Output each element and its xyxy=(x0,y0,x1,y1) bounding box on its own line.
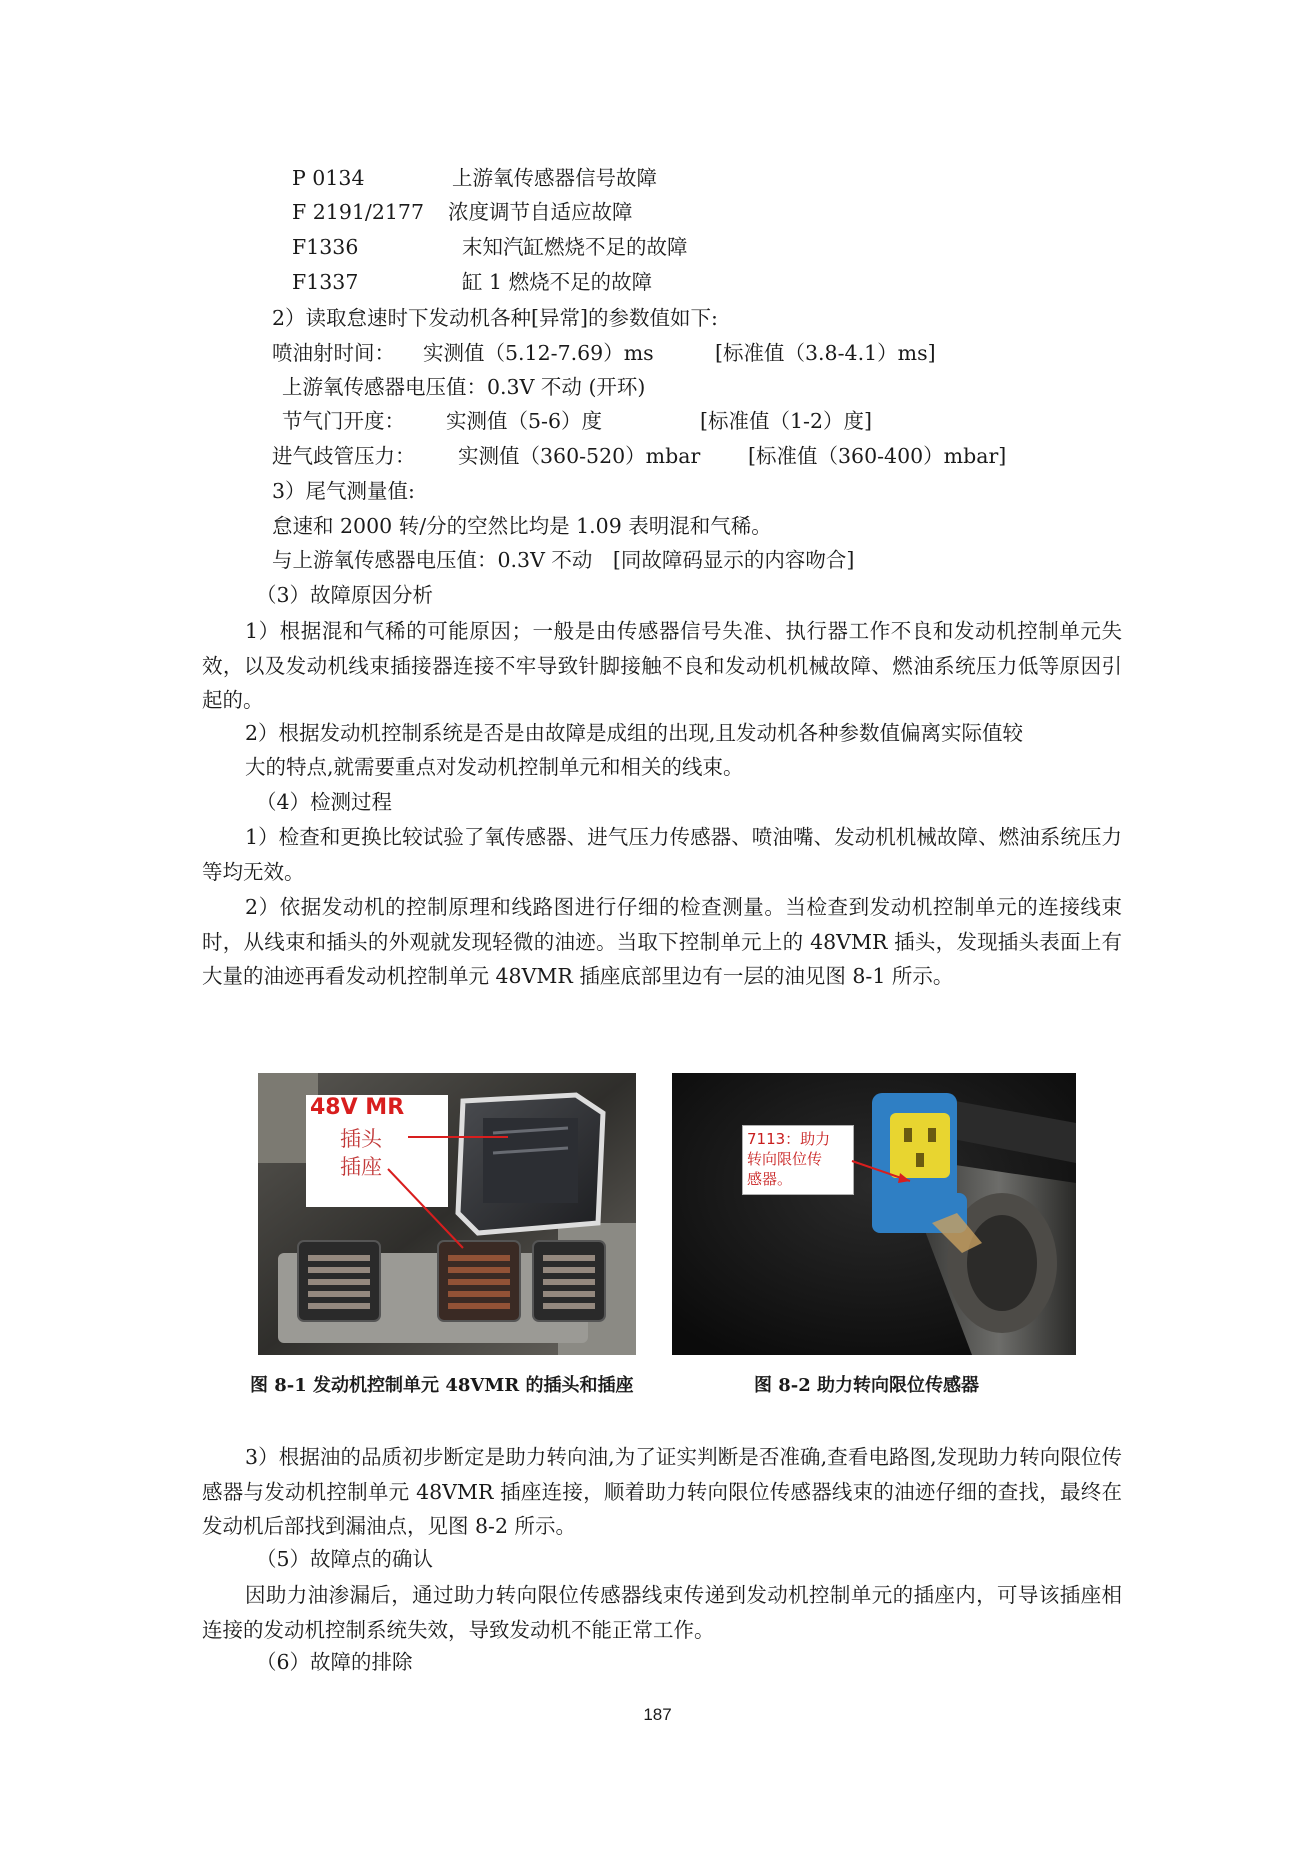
page-number: 187 xyxy=(643,1705,672,1724)
figure-arrows xyxy=(258,1073,636,1355)
fault-code: F1336 xyxy=(292,235,359,259)
fault-code: F 2191/2177 xyxy=(292,200,424,224)
fault-code: P 0134 xyxy=(292,166,365,190)
param-measured: 实测值（5-6）度 xyxy=(446,409,603,433)
step-title: 2）读取怠速时下发动机各种[异常]的参数值如下: xyxy=(272,306,718,330)
exhaust-line: 怠速和 2000 转/分的空然比均是 1.09 表明混和气稀。 xyxy=(272,514,772,538)
figure-caption: 图 8-2 助力转向限位传感器 xyxy=(754,1375,980,1396)
param-standard: [标准值（3.8-4.1）ms] xyxy=(715,341,936,365)
paragraph: 2）依据发动机的控制原理和线路图进行仔细的检查测量。当检查到发动机控制单元的连接线束时，从线束和插头的外观就发现轻微的油迹。当取下控制单元上的 48VMR 插头，发现插头表面上有大量的油迹再看发动机控制单元 48VMR 插座底部里边有一层的油见图 8-1 所示。 xyxy=(202,895,1122,989)
paragraph: 因助力油渗漏后，通过助力转向限位传感器线束传递到发动机控制单元的插座内，可导该插座相连接的发动机控制系统失效，导致发动机不能正常工作。 xyxy=(202,1583,1122,1642)
figure-steering-sensor xyxy=(672,1073,1076,1355)
figure-label-title: 48V MR xyxy=(310,1095,405,1120)
figure-label-socket: 插座 xyxy=(340,1155,382,1179)
fault-code-desc: 上游氧传感器信号故障 xyxy=(452,166,657,190)
exhaust-line: 与上游氧传感器电压值：0.3V 不动 [同故障码显示的内容吻合] xyxy=(272,548,855,572)
fault-code-desc: 末知汽缸燃烧不足的故障 xyxy=(462,235,688,259)
param-measured: 实测值（360-520）mbar xyxy=(458,444,701,468)
paragraph-line: 大的特点,就需要重点对发动机控制单元和相关的线束。 xyxy=(245,755,744,779)
section-heading: （5）故障点的确认 xyxy=(256,1547,434,1571)
param-standard: [标准值（1-2）度] xyxy=(700,409,873,433)
paragraph: 1）检查和更换比较试验了氧传感器、进气压力传感器、喷油嘴、发动机机械故障、燃油系统压力等均无效。 xyxy=(202,825,1122,884)
section-heading: （4）检测过程 xyxy=(256,790,393,814)
figure-caption: 图 8-1 发动机控制单元 48VMR 的插头和插座 xyxy=(250,1375,634,1396)
paragraph: 1）根据混和气稀的可能原因；一般是由传感器信号失准、执行器工作不良和发动机控制单元失效，以及发动机线束插接器连接不牢导致针脚接触不良和发动机机械故障、燃油系统压力低等原因引起的。 xyxy=(202,619,1122,713)
section-heading: （3）故障原因分析 xyxy=(256,583,434,607)
section-heading: （6）故障的排除 xyxy=(256,1650,413,1674)
figure-label-line: 7113：助力 xyxy=(747,1130,831,1148)
param-measured: 实测值（5.12-7.69）ms xyxy=(423,341,654,365)
figure-arrow xyxy=(672,1073,1076,1355)
param-name: 上游氧传感器电压值：0.3V 不动 (开环) xyxy=(282,375,646,399)
step-title: 3）尾气测量值: xyxy=(272,479,415,503)
paragraph: 3）根据油的品质初步断定是助力转向油,为了证实判断是否准确,查看电路图,发现助力转向限位传感器与发动机控制单元 48VMR 插座连接，顺着助力转向限位传感器线束的油迹仔细的查找，最终在发动机后部找到漏油点，见图 8-2 所示。 xyxy=(202,1445,1122,1539)
param-name: 节气门开度： xyxy=(282,409,405,433)
param-name: 进气歧管压力： xyxy=(272,444,416,468)
figure-ecu-connector xyxy=(258,1073,636,1355)
figure-label-line: 感器。 xyxy=(747,1170,793,1188)
param-name: 喷油射时间： xyxy=(272,341,395,365)
param-standard: [标准值（360-400）mbar] xyxy=(748,444,1007,468)
fault-code-desc: 缸 1 燃烧不足的故障 xyxy=(462,270,653,294)
figure-label-plug: 插头 xyxy=(340,1127,382,1151)
paragraph-line: 2）根据发动机控制系统是否是由故障是成组的出现,且发动机各种参数值偏离实际值较 xyxy=(245,721,1024,745)
figure-label-line: 转向限位传 xyxy=(747,1150,823,1168)
fault-code: F1337 xyxy=(292,270,359,294)
fault-code-desc: 浓度调节自适应故障 xyxy=(448,200,633,224)
